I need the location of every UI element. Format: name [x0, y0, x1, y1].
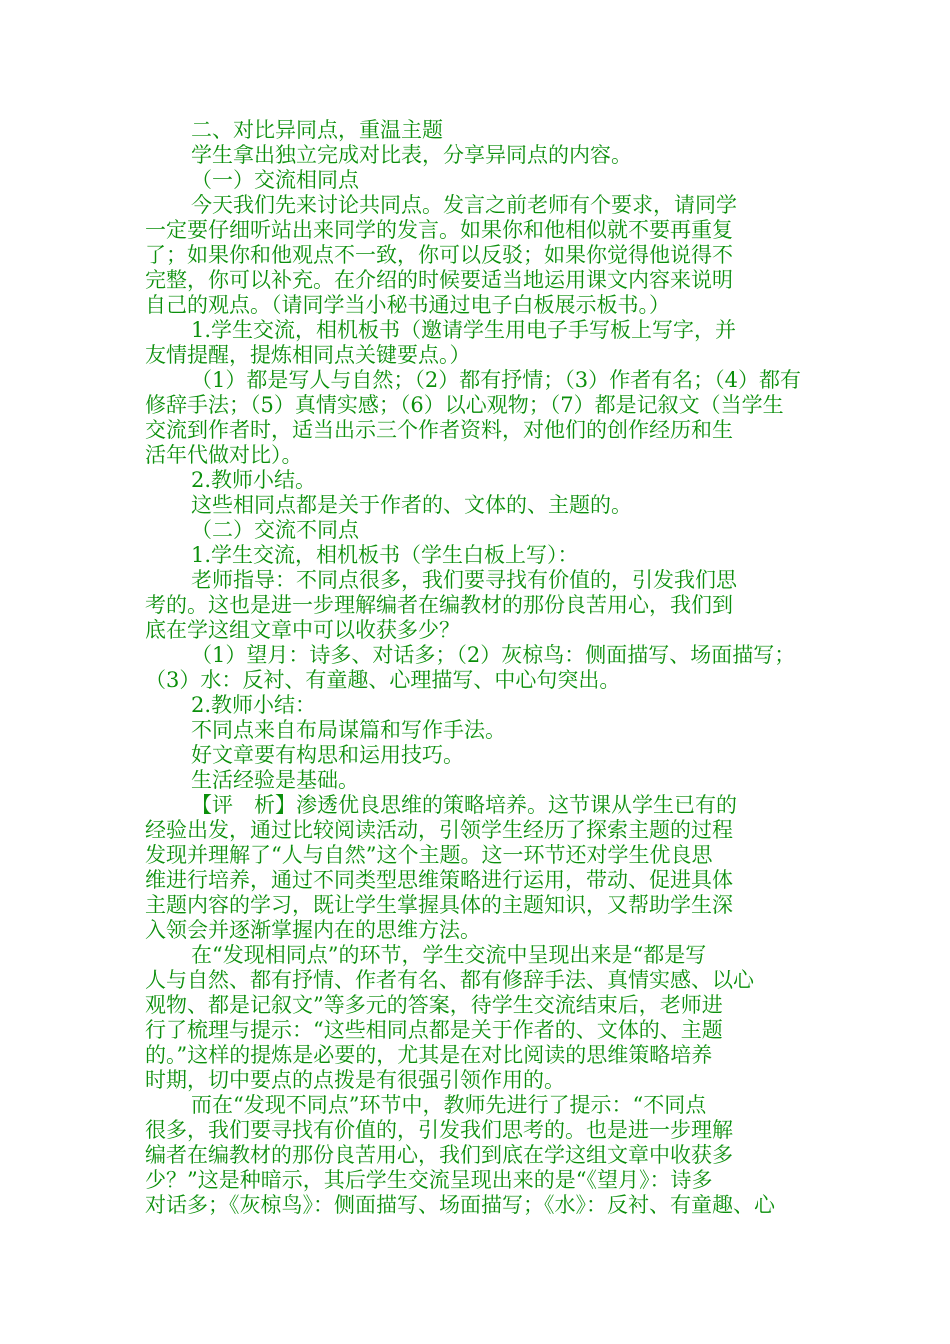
text-line: 好文章要有构思和运用技巧。: [191, 743, 464, 767]
text-line: 今天我们先来讨论共同点。发言之前老师有个要求，请同学: [191, 193, 737, 217]
text-line: （1）都是写人与自然；（2）都有抒情；（3）作者有名；（4）都有: [191, 368, 801, 392]
text-line: 老师指导：不同点很多，我们要寻找有价值的，引发我们思: [191, 568, 737, 592]
text-line: 主题内容的学习，既让学生掌握具体的主题知识，又帮助学生深: [145, 893, 733, 917]
text-line: 维进行培养，通过不同类型思维策略进行运用，带动、促进具体: [145, 868, 733, 892]
text-line: 自己的观点。（请同学当小秘书通过电子白板展示板书。）: [145, 293, 670, 317]
text-line: 修辞手法；（5）真情实感；（6）以心观物；（7）都是记叙文（当学生: [145, 393, 784, 417]
text-line: 少？”这是种暗示，其后学生交流呈现出来的是“《望月》：诗多: [145, 1168, 713, 1192]
text-line: 活年代做对比）。: [145, 443, 303, 467]
text-line: 发现并理解了“人与自然”这个主题。这一环节还对学生优良思: [145, 843, 713, 867]
text-line: 经验出发，通过比较阅读活动，引领学生经历了探索主题的过程: [145, 818, 733, 842]
text-line: 2.教师小结。: [191, 468, 317, 492]
text-line: 1.学生交流，相机板书（邀请学生用电子手写板上写字，并: [191, 318, 737, 342]
text-line: 生活经验是基础。: [191, 768, 359, 792]
text-line: 对话多；《灰椋鸟》：侧面描写、场面描写；《水》：反衬、有童趣、心: [145, 1193, 775, 1217]
text-line: 而在“发现不同点”环节中，教师先进行了提示：“不同点: [191, 1093, 707, 1117]
text-line: 一定要仔细听站出来同学的发言。如果你和他相似就不要再重复: [145, 218, 733, 242]
text-line: 很多，我们要寻找有价值的，引发我们思考的。也是进一步理解: [145, 1118, 733, 1142]
text-line: 不同点来自布局谋篇和写作手法。: [191, 718, 506, 742]
text-line: 了；如果你和他观点不一致，你可以反驳；如果你觉得他说得不: [145, 243, 733, 267]
text-line: 学生拿出独立完成对比表，分享异同点的内容。: [191, 143, 632, 167]
text-line: 底在学这组文章中可以收获多少？: [145, 618, 460, 642]
text-line: 时期，切中要点的点拨是有很强引领作用的。: [145, 1068, 565, 1092]
text-line: 考的。这也是进一步理解编者在编教材的那份良苦用心，我们到: [145, 593, 733, 617]
text-line: （二）交流不同点: [191, 518, 359, 542]
text-line: 人与自然、都有抒情、作者有名、都有修辞手法、真情实感、以心: [145, 968, 754, 992]
text-line: 编者在编教材的那份良苦用心，我们到底在学这组文章中收获多: [145, 1143, 733, 1167]
text-line: （一）交流相同点: [191, 168, 359, 192]
text-line: 2.教师小结：: [191, 693, 317, 717]
text-line: 交流到作者时，适当出示三个作者资料，对他们的创作经历和生: [145, 418, 733, 442]
text-line: （1）望月：诗多、对话多；（2）灰椋鸟：侧面描写、场面描写；: [191, 643, 796, 667]
text-line: 这些相同点都是关于作者的、文体的、主题的。: [191, 493, 632, 517]
text-line: 观物、都是记叙文”等多元的答案，待学生交流结束后，老师进: [145, 993, 723, 1017]
text-line: （3）水：反衬、有童趣、心理描写、中心句突出。: [145, 668, 621, 692]
text-line: 行了梳理与提示：“这些相同点都是关于作者的、文体的、主题: [145, 1018, 723, 1042]
text-line: 友情提醒，提炼相同点关键要点。）: [145, 343, 471, 367]
document-page: [145, 118, 805, 1218]
text-line: 入领会并逐渐掌握内在的思维方法。: [145, 918, 481, 942]
text-line: 的。”这样的提炼是必要的，尤其是在对比阅读的思维策略培养: [145, 1043, 713, 1067]
text-line: 1.学生交流，相机板书（学生白板上写）：: [191, 543, 579, 567]
text-line: 【评 析】渗透优良思维的策略培养。这节课从学生已有的: [191, 793, 737, 817]
text-line: 在“发现相同点”的环节，学生交流中呈现出来是“都是写: [191, 943, 707, 967]
text-line: 完整，你可以补充。在介绍的时候要适当地运用课文内容来说明: [145, 268, 733, 292]
text-line: 二、对比异同点，重温主题: [191, 118, 443, 142]
